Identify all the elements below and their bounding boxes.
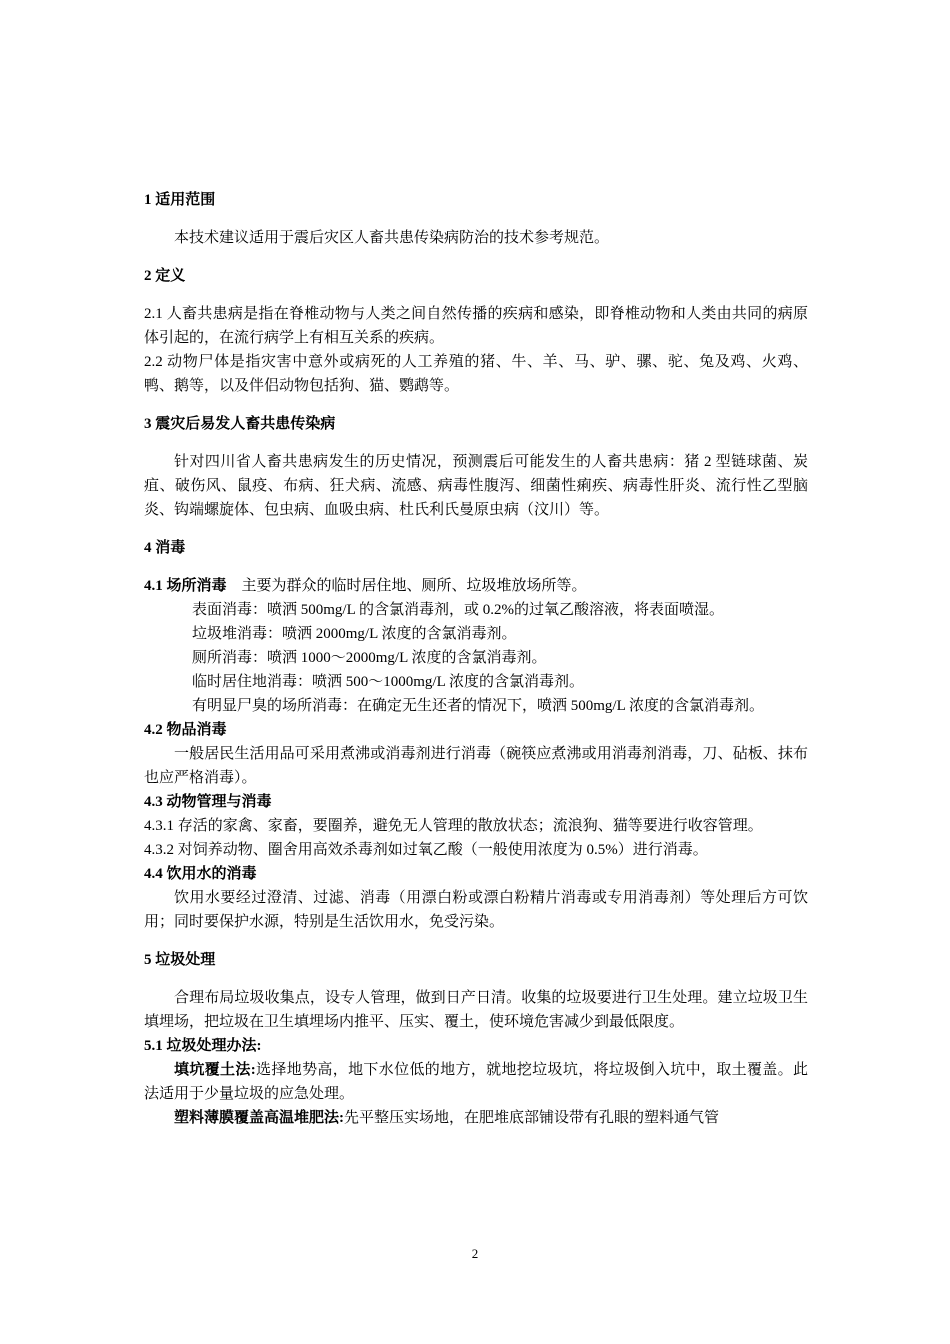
spacer	[227, 578, 242, 594]
paragraph: 针对四川省人畜共患病发生的历史情况，预测震后可能发生的人畜共患病：猪 2 型链球菌、炭疽、破伤风、鼠疫、布病、狂犬病、流感、病毒性腹泻、细菌性痢疾、病毒性肝炎、流行性乙型脑炎、钩端螺旋体、包虫病、血吸虫病、杜氏利氏曼原虫病（汶川）等。	[144, 454, 808, 518]
list-item: 有明显尸臭的场所消毒：在确定无生还者的情况下，喷洒 500mg/L 浓度的含氯消毒剂。	[192, 698, 764, 714]
subsection-heading: 4.1 场所消毒	[144, 578, 227, 594]
paragraph: 4.3.1 存活的家禽、家畜，要圈养，避免无人管理的散放状态；流浪狗、猫等要进行收容管理。	[144, 818, 763, 834]
subsection-heading: 4.3 动物管理与消毒	[144, 794, 272, 810]
paragraph: 主要为群众的临时居住地、厕所、垃圾堆放场所等。	[241, 578, 587, 594]
subsection-heading: 4.2 物品消毒	[144, 722, 227, 738]
method-text: 选择地势高，地下水位低的地方，就地挖垃圾坑，将垃圾倒入坑中，取土覆盖。此法适用于少量垃圾的应急处理。	[144, 1062, 808, 1102]
document-page	[144, 188, 808, 1130]
paragraph: 2.1 人畜共患病是指在脊椎动物与人类之间自然传播的疾病和感染，即脊椎动物和人类由共同的病原体引起的，在流行病学上有相互关系的疾病。	[144, 306, 808, 346]
method-text: 先平整压实场地，在肥堆底部铺设带有孔眼的塑料通气管	[344, 1110, 720, 1126]
section-heading: 1 适用范围	[144, 192, 216, 208]
list-item: 厕所消毒：喷洒 1000～2000mg/L 浓度的含氯消毒剂。	[192, 650, 547, 666]
method-label: 塑料薄膜覆盖高温堆肥法:	[174, 1110, 344, 1126]
section-heading: 4 消毒	[144, 540, 186, 556]
subsection-heading: 5.1 垃圾处理办法:	[144, 1038, 262, 1054]
method-label: 填坑覆土法:	[174, 1062, 256, 1078]
list-item: 临时居住地消毒：喷洒 500～1000mg/L 浓度的含氯消毒剂。	[192, 674, 584, 690]
section-heading: 5 垃圾处理	[144, 952, 216, 968]
paragraph: 饮用水要经过澄清、过滤、消毒（用漂白粉或漂白粉精片消毒或专用消毒剂）等处理后方可饮用；同时要保护水源，特别是生活饮用水，免受污染。	[144, 890, 808, 930]
paragraph: 合理布局垃圾收集点，设专人管理，做到日产日清。收集的垃圾要进行卫生处理。建立垃圾卫生填埋场，把垃圾在卫生填埋场内推平、压实、覆土，使环境危害减少到最低限度。	[144, 990, 808, 1030]
paragraph: 一般居民生活用品可采用煮沸或消毒剂进行消毒（碗筷应煮沸或用消毒剂消毒，刀、砧板、抹布也应严格消毒）。	[144, 746, 808, 786]
paragraph: 4.3.2 对饲养动物、圈舍用高效杀毒剂如过氧乙酸（一般使用浓度为 0.5%）进行消毒。	[144, 842, 708, 858]
section-heading: 3 震灾后易发人畜共患传染病	[144, 416, 336, 432]
subsection-heading: 4.4 饮用水的消毒	[144, 866, 257, 882]
paragraph: 2.2 动物尸体是指灾害中意外或病死的人工养殖的猪、牛、羊、马、驴、骡、驼、兔及鸡、火鸡、鸭、鹅等，以及伴侣动物包括狗、猫、鹦鹉等。	[144, 354, 808, 394]
subsection-4-1	[144, 574, 808, 598]
list-item: 垃圾堆消毒：喷洒 2000mg/L 浓度的含氯消毒剂。	[192, 626, 517, 642]
method-paragraph	[144, 1106, 808, 1130]
paragraph: 本技术建议适用于震后灾区人畜共患传染病防治的技术参考规范。	[174, 230, 610, 246]
page-number: 2	[471, 1246, 479, 1261]
section-heading: 2 定义	[144, 268, 186, 284]
method-paragraph	[144, 1058, 808, 1106]
list-item: 表面消毒：喷洒 500mg/L 的含氯消毒剂，或 0.2%的过氧乙酸溶液，将表面喷湿。	[192, 602, 724, 618]
